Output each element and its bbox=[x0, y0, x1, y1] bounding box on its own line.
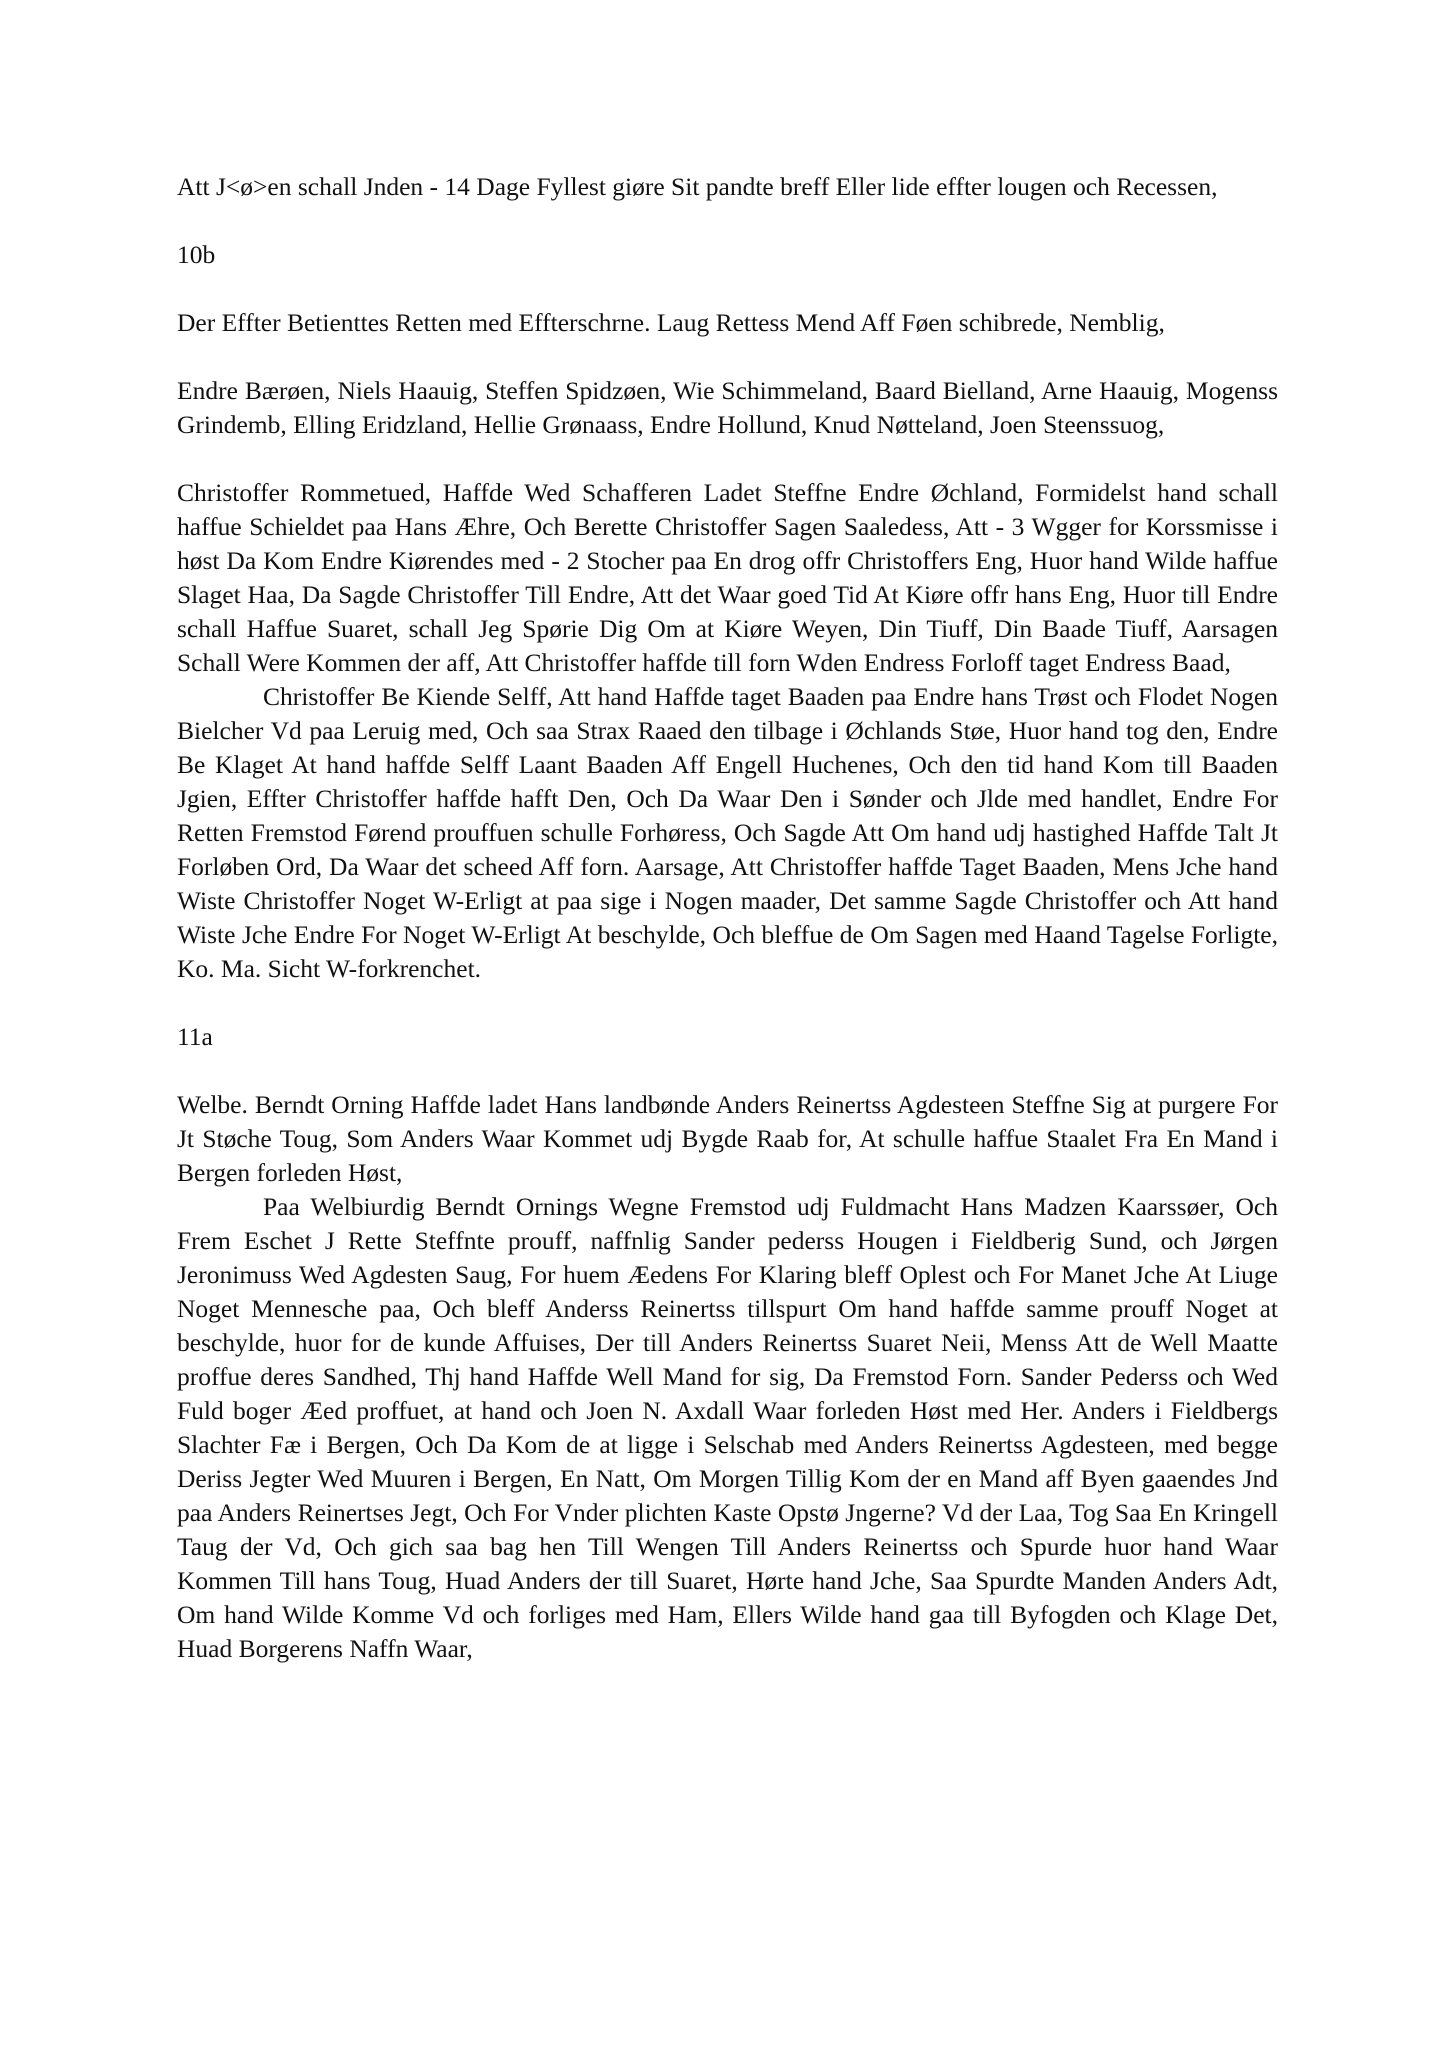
folio-number: 10b bbox=[177, 240, 216, 269]
paragraph-christoffer-testimony: Christoffer Be Kiende Selff, Att hand Haffde taget Baaden paa Endre hans Trøst och Flodet Nogen Bielcher Vd paa Leruig med, Och saa Strax Raaed den tilbage i Øchlands Støe, Huor hand tog den, Endre Be Klaget At hand haffde Selff Laant Baaden Aff Engell Huchenes, Och den tid hand Kom till Baaden Jgien, Effter Christoffer haffde hafft Den, Och Da Waar Den i Sønder och Jlde med handlet, Endre For Retten Fremstod Førend prouffuen schulle Forhøress, Och Sagde Att Om hand udj hastighed Haffde Talt Jt Forløben Ord, Da Waar det scheed Aff forn. Aarsage, Att Christoffer haffde Taget Baaden, Mens Jche hand Wiste Christoffer Noget W-Erligt at paa sige i Nogen maader, Det samme Sagde Christoffer och Att hand Wiste Jche Endre For Noget W-Erligt At beschylde, Och bleffue de Om Sagen med Haand Tagelse Forligte, Ko. Ma. Sicht W-forkrenchet. bbox=[177, 682, 1278, 983]
paragraph-orning-case: Welbe. Berndt Orning Haffde ladet Hans landbønde Anders Reinertss Agdesteen Steffne Sig at purgere For Jt Støche Toug, Som Anders Waar Kommet udj Bygde Raab for, At schulle haffue Staalet Fra En Mand i Bergen forleden Høst, bbox=[177, 1090, 1278, 1187]
paragraph-witness-testimony: Paa Welbiurdig Berndt Ornings Wegne Fremstod udj Fuldmacht Hans Madzen Kaarssøer, Och Frem Eschet J Rette Steffnte prouff, naffnlig Sander pederss Hougen i Fieldberig Sund, och Jørgen Jeronimuss Wed Agdesten Saug, For huem Æedens For Klaring bleff Oplest och For Manet Jche At Liuge Noget Mennesche paa, Och bleff Anderss Reinertss tillspurt Om hand haffde samme prouff Noget at beschylde, huor for de kunde Affuises, Der till Anders Reinertss Suaret Neii, Menss Att de Well Maatte proffue deres Sandhed, Thj hand Haffde Well Mand for sig, Da Fremstod Forn. Sander Pederss och Wed Fuld boger Æed proffuet, at hand och Joen N. Axdall Waar forleden Høst med Her. Anders i Fieldbergs Slachter Fæ i Bergen, Och Da Kom de at ligge i Selschab med Anders Reinertss Agdesteen, med begge Deriss Jegter Wed Muuren i Bergen, En Natt, Om Morgen Tillig Kom der en Mand aff Byen gaaendes Jnd paa Anders Reinertses Jegt, Och For Vnder plichten Kaste Opstø Jngerne? Vd der Laa, Tog Saa En Kringell Taug der Vd, Och gich saa bag hen Till Wengen Till Anders Reinertss och Spurde huor hand Waar Kommen Till hans Toug, Huad Anders der till Suaret, Hørte hand Jche, Saa Spurdte Manden Anders Adt, Om hand Wilde Komme Vd och forliges med Ham, Ellers Wilde hand gaa till Byfogden och Klage Det, Huad Borgerens Naffn Waar, bbox=[177, 1192, 1278, 1663]
paragraph-laugrettess-mend: Der Effter Betienttes Retten med Effterschrne. Laug Rettess Mend Aff Føen schibrede, Nemblig, bbox=[177, 308, 1165, 337]
paragraph-rommetued-case: Christoffer Rommetued, Haffde Wed Schafferen Ladet Steffne Endre Øchland, Formidelst hand schall haffue Schieldet paa Hans Æhre, Och Berette Christoffer Sagen Saaledess, Att - 3 Wgger for Korssmisse i høst Da Kom Endre Kiørendes med - 2 Stocher paa En drog offr Christoffers Eng, Huor hand Wilde haffue Slaget Haa, Da Sagde Christoffer Till Endre, Att det Waar goed Tid At Kiøre offr hans Eng, Huor till Endre schall Haffue Suaret, schall Jeg Spørie Dig Om at Kiøre Weyen, Din Tiuff, Din Baade Tiuff, Aarsagen Schall Were Kommen der aff, Att Christoffer haffde till forn Wden Endress Forloff taget Endress Baad, bbox=[177, 478, 1278, 677]
folio-number: 11a bbox=[177, 1022, 213, 1051]
document-page bbox=[177, 170, 1278, 1666]
paragraph-pandtebreff: Att J<ø>en schall Jnden - 14 Dage Fyllest giøre Sit pandte breff Eller lide effter lougen och Recessen, bbox=[177, 172, 1218, 201]
paragraph-names-list: Endre Bærøen, Niels Haauig, Steffen Spidzøen, Wie Schimmeland, Baard Bielland, Arne Haauig, Mogenss Grindemb, Elling Eridzland, Hellie Grønaass, Endre Hollund, Knud Nøtteland, Joen Steenssuog, bbox=[177, 376, 1278, 439]
